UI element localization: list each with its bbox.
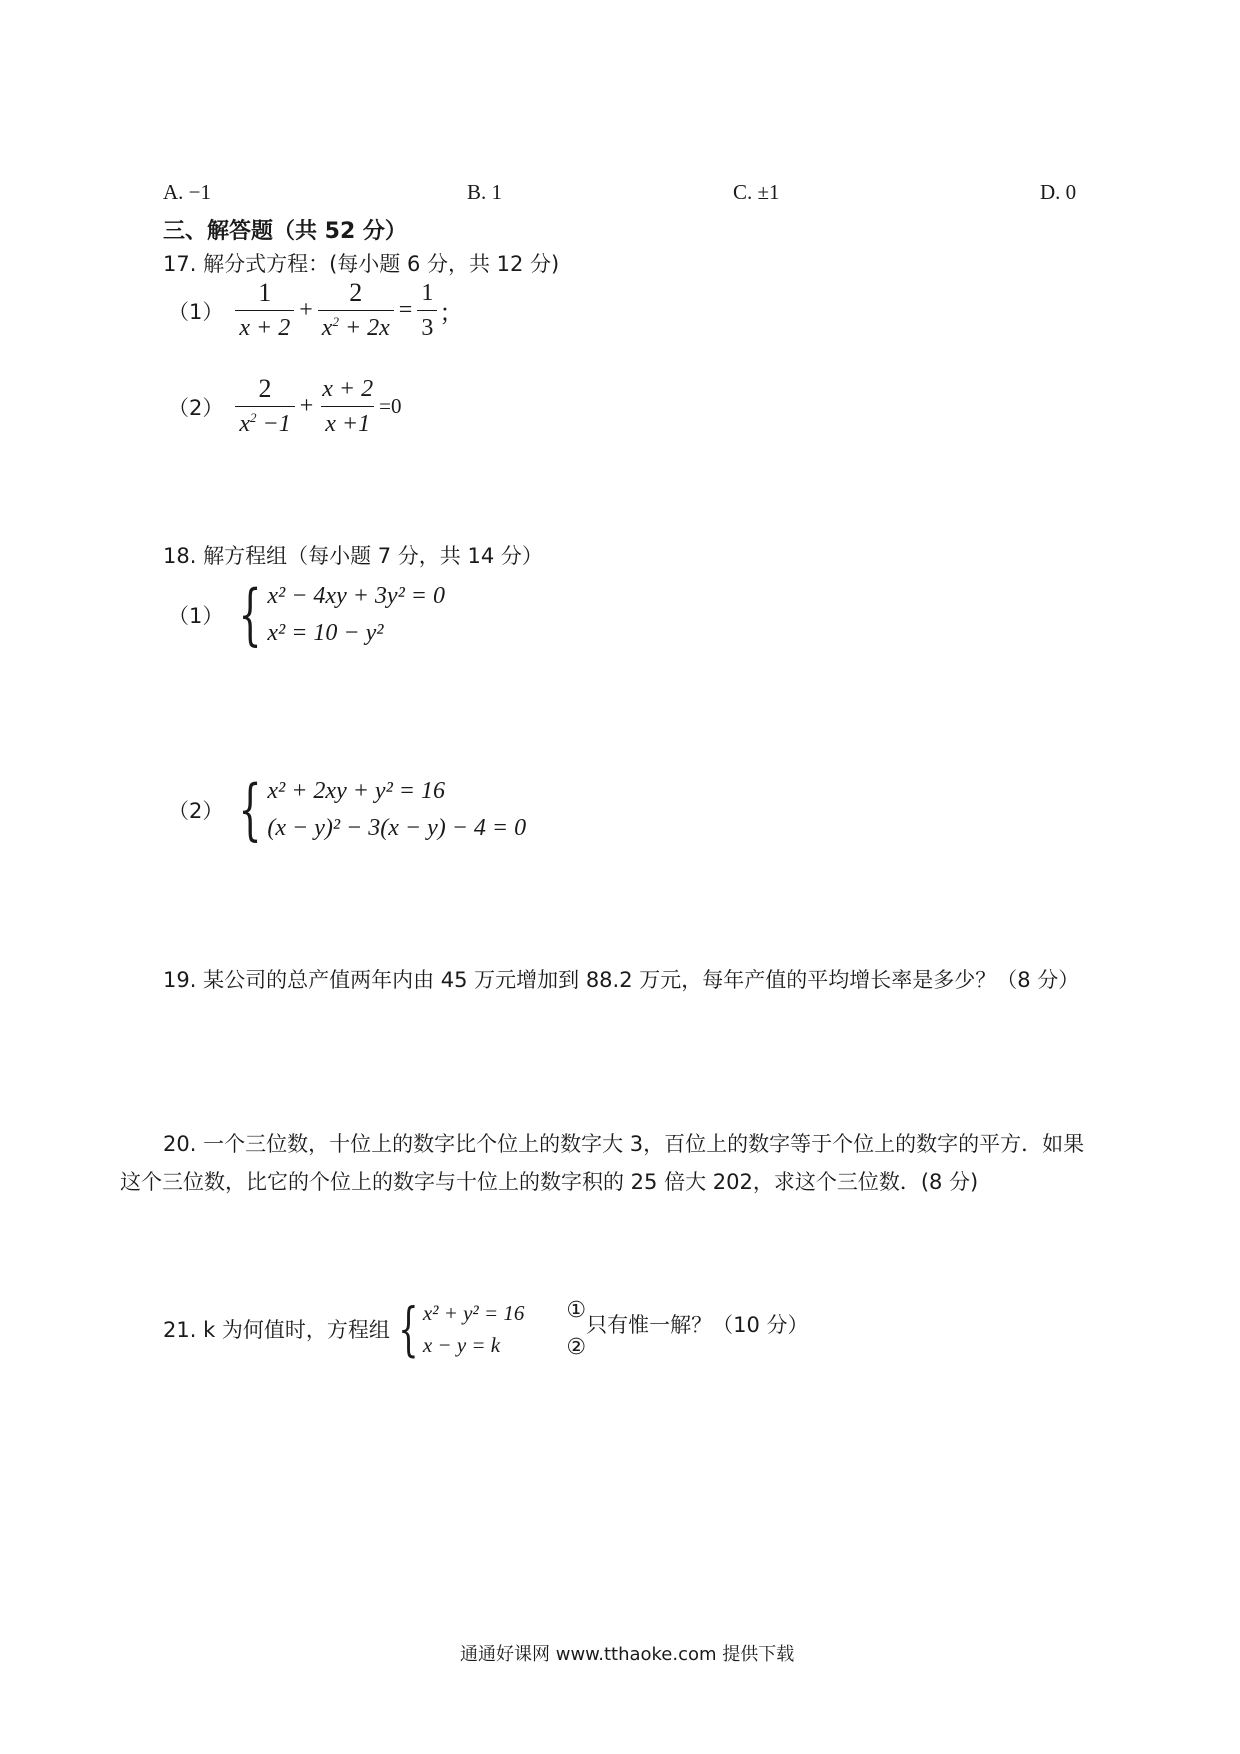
equals-zero: =0 — [379, 394, 402, 418]
brace-icon: { — [238, 576, 262, 653]
q19-text: 19. 某公司的总产值两年内由 45 万元增加到 88.2 万元，每年产值的平均增长率是多少？（8 分） — [163, 968, 1080, 992]
option-b: B. 1 — [467, 180, 503, 204]
numerator: 1 — [258, 278, 272, 307]
section-title: 三、解答题（共 52 分） — [163, 219, 407, 244]
equation-line: x² + 2xy + y² = 16 — [267, 778, 445, 804]
equation-line: x² − 4xy + 3y² = 0 — [267, 583, 445, 609]
circled-two-icon: ② — [566, 1335, 587, 1360]
q18-title: 18. 解方程组（每小题 7 分，共 14 分） — [163, 544, 543, 568]
q17-part2: （2） $\frac{2}{x^2 -1}$ + $\frac{x + 2}{x +1}$ =0 — [168, 374, 402, 437]
q18-p2-label: （2） — [168, 799, 224, 823]
q21-suffix: 只有惟一解？（10 分） — [586, 1313, 809, 1337]
q21-prefix: 21. k 为何值时，方程组 — [163, 1318, 390, 1342]
equation-line: (x − y)² − 3(x − y) − 4 = 0 — [267, 815, 527, 841]
q18-part2 — [168, 773, 526, 847]
circled-one-icon: ① — [566, 1298, 587, 1323]
option-d: D. 0 — [1040, 180, 1077, 204]
equation-line: x − y = k — [422, 1333, 501, 1357]
brace-icon: { — [398, 1295, 419, 1363]
footer: 通通好课网 www.tthaoke.com 提供下载 — [460, 1644, 795, 1665]
fraction — [235, 278, 294, 343]
option-c: C. ±1 — [733, 180, 780, 204]
q17-title: 17. 解分式方程：(每小题 6 分，共 12 分) — [163, 252, 560, 276]
denominator: $x^2 -1$ — [235, 406, 294, 439]
fraction — [235, 374, 294, 439]
q18-p1-label: （1） — [168, 604, 224, 628]
fraction — [318, 374, 377, 439]
denominator: x + 2 — [235, 310, 294, 343]
semicolon: ； — [439, 301, 464, 327]
q17-p2-label: （2） — [168, 395, 224, 420]
q18-part1 — [168, 578, 445, 652]
numerator: 2 — [349, 278, 363, 307]
numerator: 2 — [258, 374, 272, 403]
denominator: $x^2 + 2x$ — [318, 310, 394, 343]
q17-p1-label: （1） — [168, 299, 224, 324]
fraction — [318, 278, 394, 343]
q17-part1: （1） $\frac{1}{x + 2}$ + $\frac{2}{x^2 + 2x}$ = $\frac{1}{3}$ ； — [168, 278, 464, 341]
q20-line1: 20. 一个三位数，十位上的数字比个位上的数字大 3，百位上的数字等于个位上的数字的平方．如果 — [163, 1132, 1085, 1156]
q20-line2: 这个三位数，比它的个位上的数字与十位上的数字积的 25 倍大 202，求这个三位数．(8 分) — [120, 1170, 979, 1194]
numerator: 1 — [421, 280, 434, 306]
denominator: x +1 — [321, 406, 374, 439]
option-a: A. −1 — [163, 180, 212, 204]
q21 — [163, 1292, 809, 1366]
equation-line: x² + y² = 16 — [422, 1301, 525, 1325]
fraction — [417, 278, 437, 343]
numerator: x + 2 — [322, 376, 374, 402]
denominator: 3 — [417, 310, 437, 343]
equation-line: x² = 10 − y² — [267, 620, 384, 646]
brace-icon: { — [238, 771, 262, 848]
